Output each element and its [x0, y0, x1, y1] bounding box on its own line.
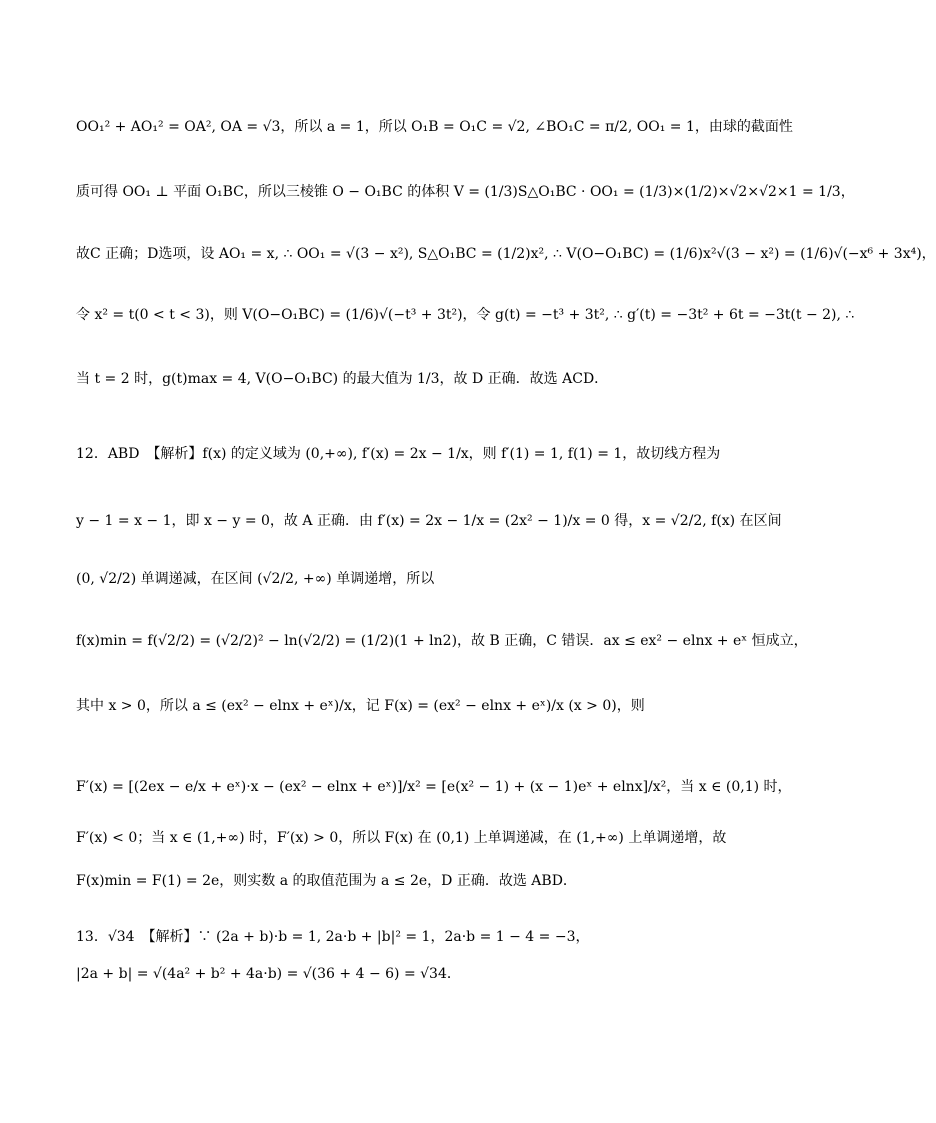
text-line: 质可得 OO₁ ⊥ 平面 O₁BC，所以三棱锥 O − O₁BC 的体积 V = (1/3)S△O₁BC · OO₁ = (1/3)×(1/2)×√2×√2×1 = 1/3， — [76, 184, 855, 200]
text-line: 令 x² = t(0 < t < 3)，则 V(O−O₁BC) = (1/6)√(−t³ + 3t²)，令 g(t) = −t³ + 3t², ∴ g′(t) = −3t² + 6t = −3t(t − 2), ∴ — [76, 307, 855, 323]
text-line: y − 1 = x − 1，即 x − y = 0，故 A 正确．由 f′(x) = 2x − 1/x = (2x² − 1)/x = 0 得，x = √2/2, f(x) 在区间 — [76, 513, 782, 529]
text-line: F(x)min = F(1) = 2e，则实数 a 的取值范围为 a ≤ 2e，D 正确．故选 ABD． — [76, 873, 577, 889]
text-line: |2a + b| = √(4a² + b² + 4a·b) = √(36 + 4 − 6) = √34． — [76, 966, 461, 982]
text-line: 13．√34 【解析】∵ (2a + b)·b = 1, 2a·b + |b|² = 1，2a·b = 1 − 4 = −3， — [76, 929, 590, 945]
text-line: 故C 正确；D选项，设 AO₁ = x, ∴ OO₁ = √(3 − x²), S△O₁BC = (1/2)x², ∴ V(O−O₁BC) = (1/6)x²√(3 − x²) = (1/6)√(−x⁶ + 3x⁴)， — [76, 246, 936, 262]
text-line: OO₁² + AO₁² = OA², OA = √3，所以 a = 1，所以 O₁B = O₁C = √2, ∠BO₁C = π/2, OO₁ = 1，由球的截面性 — [76, 119, 793, 135]
text-line: 当 t = 2 时，g(t)max = 4, V(O−O₁BC) 的最大值为 1/3，故 D 正确．故选 ACD． — [76, 371, 609, 387]
text-line: F′(x) = [(2ex − e/x + eˣ)·x − (ex² − elnx + eˣ)]/x² = [e(x² − 1) + (x − 1)eˣ + elnx]/x²，当 x ∈ (0,1) 时， — [76, 779, 792, 795]
text-line: F′(x) < 0；当 x ∈ (1,+∞) 时，F′(x) > 0，所以 F(x) 在 (0,1) 上单调递减，在 (1,+∞) 上单调递增，故 — [76, 830, 727, 846]
text-line: f(x)min = f(√2/2) = (√2/2)² − ln(√2/2) = (1/2)(1 + ln2)，故 B 正确，C 错误．ax ≤ ex² − elnx + eˣ 恒成立， — [76, 633, 808, 649]
text-line: 12．ABD 【解析】f(x) 的定义域为 (0,+∞), f′(x) = 2x − 1/x，则 f′(1) = 1, f(1) = 1，故切线方程为 — [76, 446, 721, 462]
text-line: (0, √2/2) 单调递减，在区间 (√2/2, +∞) 单调递增，所以 — [76, 571, 435, 587]
text-line: 其中 x > 0，所以 a ≤ (ex² − elnx + eˣ)/x，记 F(x) = (ex² − elnx + eˣ)/x (x > 0)，则 — [76, 698, 645, 714]
